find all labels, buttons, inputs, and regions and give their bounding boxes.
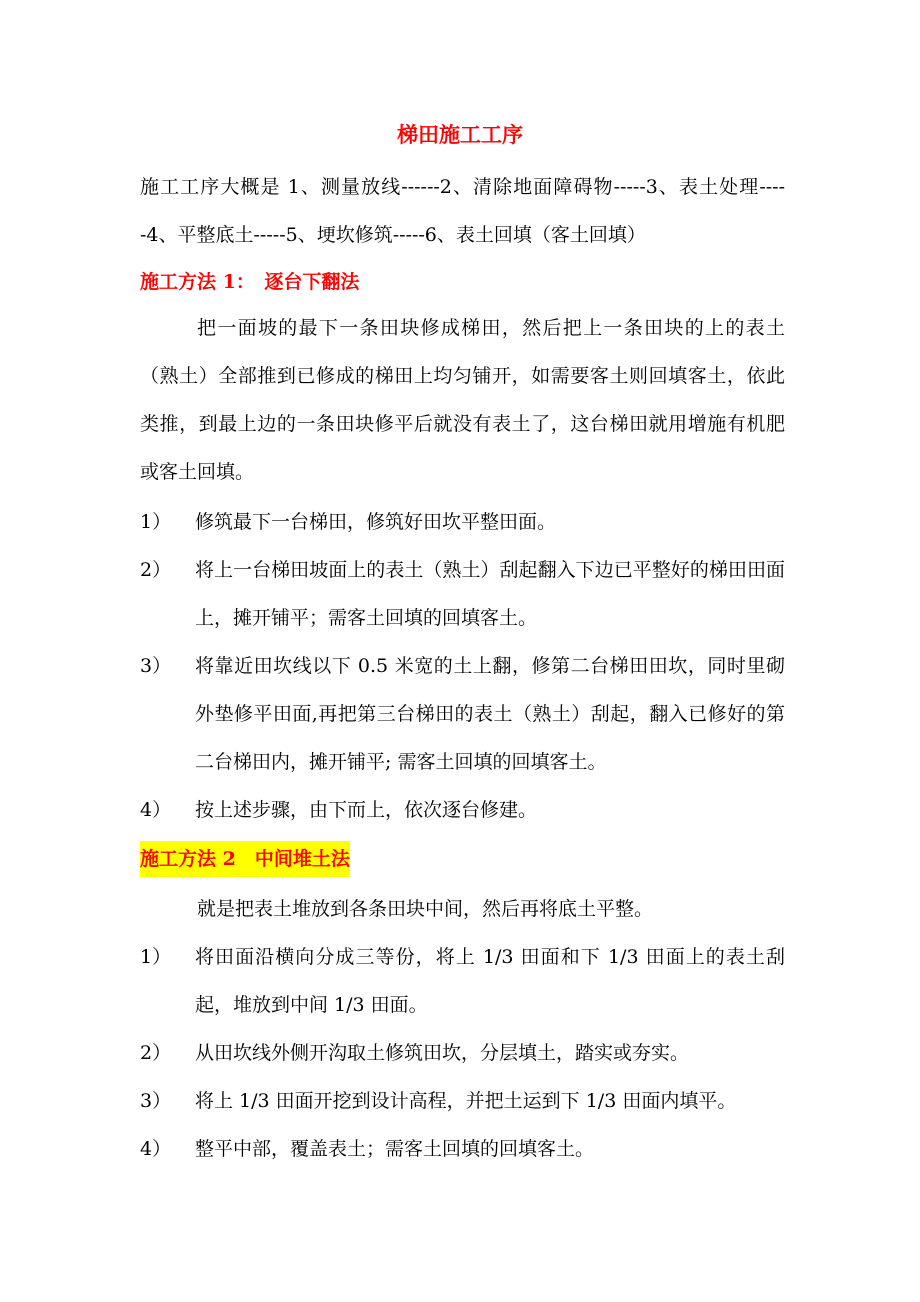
step-text: 修筑最下一台梯田，修筑好田坎平整田面。 — [195, 511, 557, 533]
method2-step-3 — [140, 1077, 785, 1125]
method1-step-3 — [140, 642, 785, 786]
method1-step-1 — [140, 498, 785, 546]
step-number: 3） — [140, 1090, 172, 1112]
step-number: 4） — [140, 1138, 172, 1160]
step-text: 将田面沿横向分成三等份，将上 1/3 田面和下 1/3 田面上的表土刮起，堆放到中间 1/3 田面。 — [195, 946, 785, 1016]
method1-step-4 — [140, 786, 785, 834]
step-text: 将靠近田坎线以下 0.5 米宽的土上翻，修第二台梯田田坎，同时里砌外垫修平田面,再把第三台梯田的表土（熟土）刮起，翻入已修好的第二台梯田内，摊开铺平; 需客土回填的回填客土。 — [195, 655, 785, 773]
step-number: 4） — [140, 799, 172, 821]
method2-step-2 — [140, 1029, 785, 1077]
step-text: 从田坎线外侧开沟取土修筑田坎，分层填土，踏实或夯实。 — [195, 1042, 690, 1064]
step-number: 2） — [140, 1042, 172, 1064]
step-text: 将上一台梯田坡面上的表土（熟土）刮起翻入下边已平整好的梯田田面上，摊开铺平；需客土回填的回填客土。 — [195, 559, 785, 629]
method1-description: 把一面坡的最下一条田块修成梯田，然后把上一条田块的上的表土（熟土）全部推到已修成的梯田上均匀铺开，如需要客土则回填客土，依此类推，到最上边的一条田块修平后就没有表土了，这台梯田就用增施有机肥或客土回填。 — [140, 317, 785, 483]
method2-description: 就是把表土堆放到各条田块中间，然后再将底土平整。 — [197, 898, 654, 920]
step-number: 1） — [140, 946, 172, 968]
step-text: 按上述步骤，由下而上，依次逐台修建。 — [195, 799, 538, 821]
step-number: 2） — [140, 559, 172, 581]
step-text: 将上 1/3 田面开挖到设计高程，并把土运到下 1/3 田面内填平。 — [195, 1090, 737, 1112]
step-number: 3） — [140, 655, 172, 677]
step-text: 整平中部，覆盖表土；需客土回填的回填客土。 — [195, 1138, 595, 1160]
method1-heading: 施工方法 1： 逐台下翻法 — [140, 271, 360, 293]
method2-step-4 — [140, 1125, 785, 1173]
method1-step-2 — [140, 546, 785, 642]
document-title: 梯田施工工序 — [397, 122, 523, 147]
intro-paragraph: 施工工序大概是 1、测量放线------2、清除地面障碍物-----3、表土处理-----4、平整底土-----5、埂坎修筑-----6、表土回填（客土回填） — [140, 176, 785, 246]
step-number: 1） — [140, 511, 172, 533]
method2-heading: 施工方法 2 中间堆土法 — [140, 841, 350, 877]
method2-step-1 — [140, 933, 785, 1029]
